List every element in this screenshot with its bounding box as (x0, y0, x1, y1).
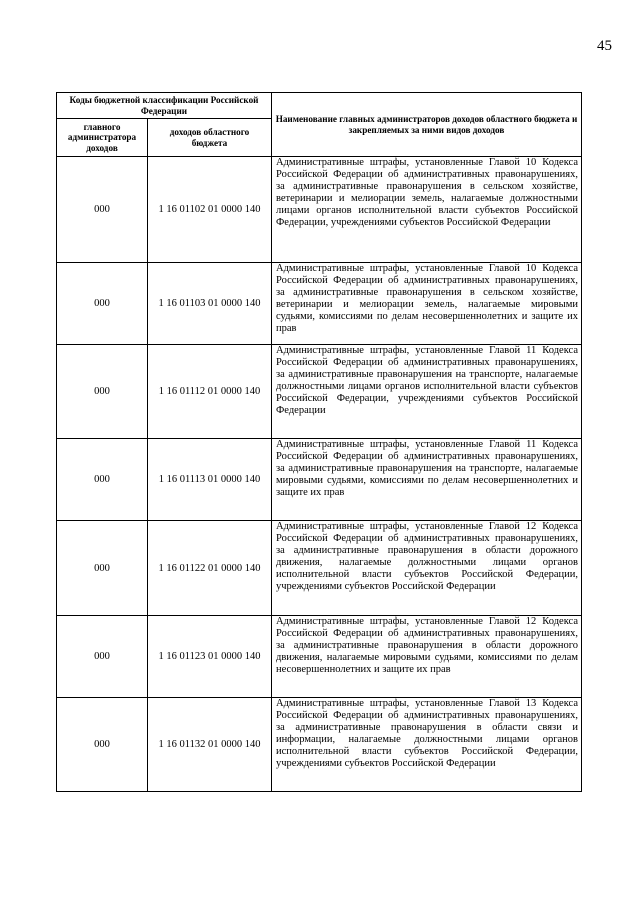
table-row (57, 616, 582, 698)
admin-code-cell: 000 (57, 698, 148, 792)
income-code-cell: 1 16 01123 01 0000 140 (148, 616, 272, 698)
admin-code-cell: 000 (57, 157, 148, 263)
admin-code-cell: 000 (57, 521, 148, 616)
table-row (57, 263, 582, 345)
income-code-cell: 1 16 01102 01 0000 140 (148, 157, 272, 263)
table-row (57, 521, 582, 616)
description-cell: Административные штрафы, установленные Главой 10 Кодекса Российской Федерации об административных правонарушениях, за административные правонарушения в сельском хозяйстве, ветеринарии и мелиорации земель, налагаемые должностными лицами органов исполнительной власти субъектов Российской Федерации, учреждениями субъектов Российской Федерации (272, 157, 582, 263)
table-row (57, 698, 582, 792)
admin-code-cell: 000 (57, 345, 148, 439)
header-group-title: Коды бюджетной классификации Российской Федерации (57, 93, 272, 119)
description-cell: Административные штрафы, установленные Главой 12 Кодекса Российской Федерации об административных правонарушениях, за административные правонарушения в области дорожного движения, налагаемые мировыми судьями, комиссиями по делам несовершеннолетних и защите их прав (272, 616, 582, 698)
table-row (57, 157, 582, 263)
description-cell: Административные штрафы, установленные Главой 12 Кодекса Российской Федерации об административных правонарушениях, за административные правонарушения в области дорожного движения, налагаемые должностными лицами органов исполнительной власти субъектов Российской Федерации, учреждениями субъектов Российской Федерации (272, 521, 582, 616)
header-col-admin: главного администратора доходов (57, 119, 148, 157)
income-code-cell: 1 16 01132 01 0000 140 (148, 698, 272, 792)
header-col-income: доходов областного бюджета (148, 119, 272, 157)
description-cell: Административные штрафы, установленные Главой 10 Кодекса Российской Федерации об административных правонарушениях, за административные правонарушения в сельском хозяйстве, ветеринарии и мелиорации земель, налагаемые мировыми судьями, комиссиями по делам несовершеннолетних и защите их прав (272, 263, 582, 345)
income-code-cell: 1 16 01113 01 0000 140 (148, 439, 272, 521)
admin-code-cell: 000 (57, 439, 148, 521)
income-code-cell: 1 16 01122 01 0000 140 (148, 521, 272, 616)
table-body (57, 157, 582, 792)
page-number: 45 (597, 38, 612, 54)
table-header (57, 93, 582, 157)
header-col-name: Наименование главных администраторов доходов областного бюджета и закрепляемых за ними видов доходов (272, 93, 582, 157)
income-code-cell: 1 16 01103 01 0000 140 (148, 263, 272, 345)
description-cell: Административные штрафы, установленные Главой 11 Кодекса Российской Федерации об административных правонарушениях, за административные правонарушения на транспорте, налагаемые должностными лицами органов исполнительной власти субъектов Российской Федерации, учреждениями субъектов Российской Федерации (272, 345, 582, 439)
description-cell: Административные штрафы, установленные Главой 13 Кодекса Российской Федерации об административных правонарушениях, за административные правонарушения в области связи и информации, налагаемые должностными лицами органов исполнительной власти субъектов Российской Федерации, учреждениями субъектов Российской Федерации (272, 698, 582, 792)
budget-codes-table (56, 92, 582, 792)
table-row (57, 439, 582, 521)
admin-code-cell: 000 (57, 263, 148, 345)
description-cell: Административные штрафы, установленные Главой 11 Кодекса Российской Федерации об административных правонарушениях, за административные правонарушения на транспорте, налагаемые мировыми судьями, комиссиями по делам несовершеннолетних и защите их прав (272, 439, 582, 521)
admin-code-cell: 000 (57, 616, 148, 698)
table-row (57, 345, 582, 439)
income-code-cell: 1 16 01112 01 0000 140 (148, 345, 272, 439)
